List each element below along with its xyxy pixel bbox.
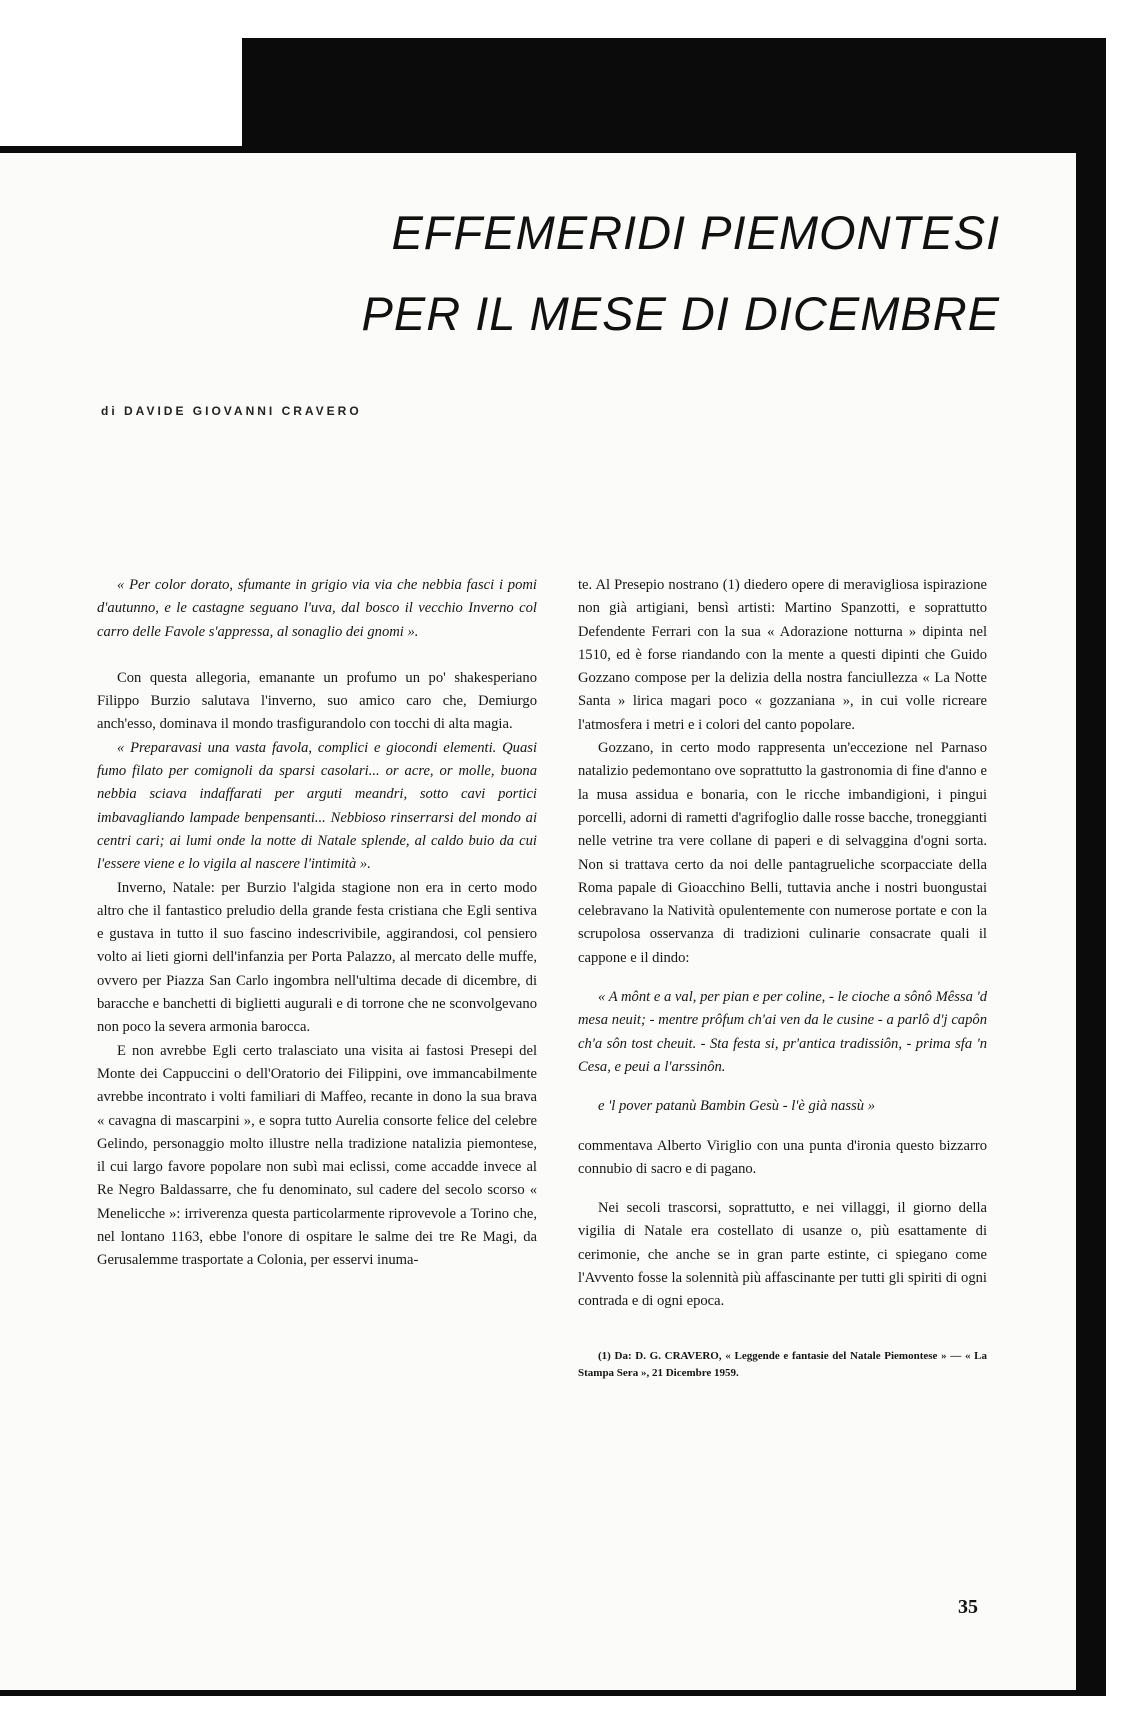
paragraph: Con questa allegoria, emanante un profumo un po' shakesperiano Filippo Burzio salutava l'inverno, suo amico caro che, Demiurgo anch'esso, dominava il mondo trasfigurandolo con tocchi di alta magia. [97, 669, 537, 733]
dialect-verse-end: e 'l pover patanù Bambin Gesù - l'è già nassù » [598, 1098, 876, 1115]
right-column [578, 574, 987, 1382]
paragraph: commentava Alberto Viriglio con una punta d'ironia questo bizzarro connubio di sacro e di pagano. [578, 1137, 987, 1177]
burzio-quote: « Preparavasi una vasta favola, complici e giocondi elementi. Quasi fumo filato per comignoli da sparsi casolari... or acre, or molle, buona nebbia sciava indaffarati per arguti meandri, sotto cavi portici imbavagliando lampade benpensanti... Nebbioso rinserrarsi del mondo ai centri cari; ai lumi onde la notte di Natale splende, al caldo buio da cui l'essere viene e lo vigila al nascere l'intimità ». [97, 739, 537, 873]
title-line-2: PER IL MESE DI DICEMBRE [361, 287, 1000, 340]
top-black-band [242, 38, 1106, 153]
title-line-1: EFFEMERIDI PIEMONTESI [391, 206, 1000, 259]
paragraph: E non avrebbe Egli certo tralasciato una visita ai fastosi Presepi del Monte dei Cappuccini o dell'Oratorio dei Filippini, ove immancabilmente avrebbe incontrato i volti familiari di Maffeo, recante in dono la sua brava « cavagna di mascarpini », e sopra tutto Aurelia consorte felice del celebre Gelindo, personaggio molto illustre nella tradizione natalizia piemontese, il cui largo favore popolare non subì mai eclissi, come accadde invece al Re Negro Baldassarre, che fu denominato, sul cadere del secolo scorso « Menelicche »: irriverenza questa particolarmente riprovevole a Torino che, nel lontano 1163, ebbe l'onore di ospitare le salme dei tre Re Magi, da Gerusalemme trasportate a Colonia, per esservi inuma- [97, 1042, 537, 1269]
epigraph: « Per color dorato, sfumante in grigio via via che nebbia fasci i pomi d'autunno, e le castagne seguano l'uva, dal bosco il vecchio Inverno col carro delle Favole s'appressa, al sonaglio dei gnomi ». [97, 577, 537, 640]
paragraph: Gozzano, in certo modo rappresenta un'eccezione nel Parnaso natalizio pedemontano ove soprattutto la gastronomia di fine d'anno e la musa assidua e bonaria, con le ricche imbandigioni, i pingui porcelli, adorni di rametti d'agrifoglio dalle rosse bacche, troneggianti nelle vetrine tra vere collane di paperi e di selvaggina d'ogni sorta. Non si trattava certo da noi delle pantagrueliche scorpacciate della Roma papale di Gioacchino Belli, tuttavia anche i nostri buongustai celebravano la Natività opulentemente con numerose portate e con la scrupolosa osservanza di tradizioni culinarie consacrate quali il cappone e il dindo: [578, 740, 987, 966]
bottom-black-rule [0, 1690, 1106, 1696]
author-byline: di DAVIDE GIOVANNI CRAVERO [101, 404, 362, 418]
paragraph: te. Al Presepio nostrano (1) diedero opere di meravigliosa ispirazione non già artigiani, bensì artisti: Martino Spanzotti, e soprattutto Defendente Ferrari con la sua « Adorazione notturna » dipinta nel 1510, ed è forse riandando con la mente a questi dipinti che Guido Gozzano compose per la delizia della nostra fanciullezza « La Notte Santa » lirica magari poco « gozzaniana », in cui volle ricreare l'atmosfera i metri e i colori del canto popolare. [578, 577, 987, 733]
paragraph: Inverno, Natale: per Burzio l'algida stagione non era in certo modo altro che il fantastico preludio della grande festa cristiana che Egli sentiva e gustava in tutto il suo fascino indescrivibile, aggirandosi, col pensiero volto ai lieti giorni dell'infanzia per Porta Palazzo, al mercato delle muffe, ovvero per Piazza San Carlo ingombra nell'ultima decade di dicembre, di baracche e banchetti di biglietti augurali e di torrone che ne sconvolgevano non poco la severa armonia barocca. [97, 879, 537, 1036]
page-number: 35 [958, 1596, 978, 1618]
left-column [97, 574, 537, 1273]
dialect-verse: « A mônt e a val, per pian e per coline, - le cioche a sônô Mêssa 'd mesa neuit; - mentre prôfum ch'ai ven da le cusine - a parlô d'j capôn ch'a sôn tost cheuit. - Sta festa si, pr'antica tradissiôn, - prima sfa 'n Cesa, e peui a l'arssinôn. [578, 989, 987, 1075]
right-black-band [1076, 38, 1106, 1696]
top-left-rule [0, 146, 256, 153]
footnote: (1) Da: D. G. CRAVERO, « Leggende e fantasie del Natale Piemontese » — « La Stampa Sera », 21 Dicembre 1959. [578, 1349, 987, 1379]
paragraph: Nei secoli trascorsi, soprattutto, e nei villaggi, il giorno della vigilia di Natale era costellato di usanze o, più esattamente di cerimonie, che anche se in gran parte estinte, ci spiegano come l'Avvento fosse la solennità più affascinante per tutti gli spiriti di ogni contrada e di ogni epoca. [578, 1200, 987, 1310]
